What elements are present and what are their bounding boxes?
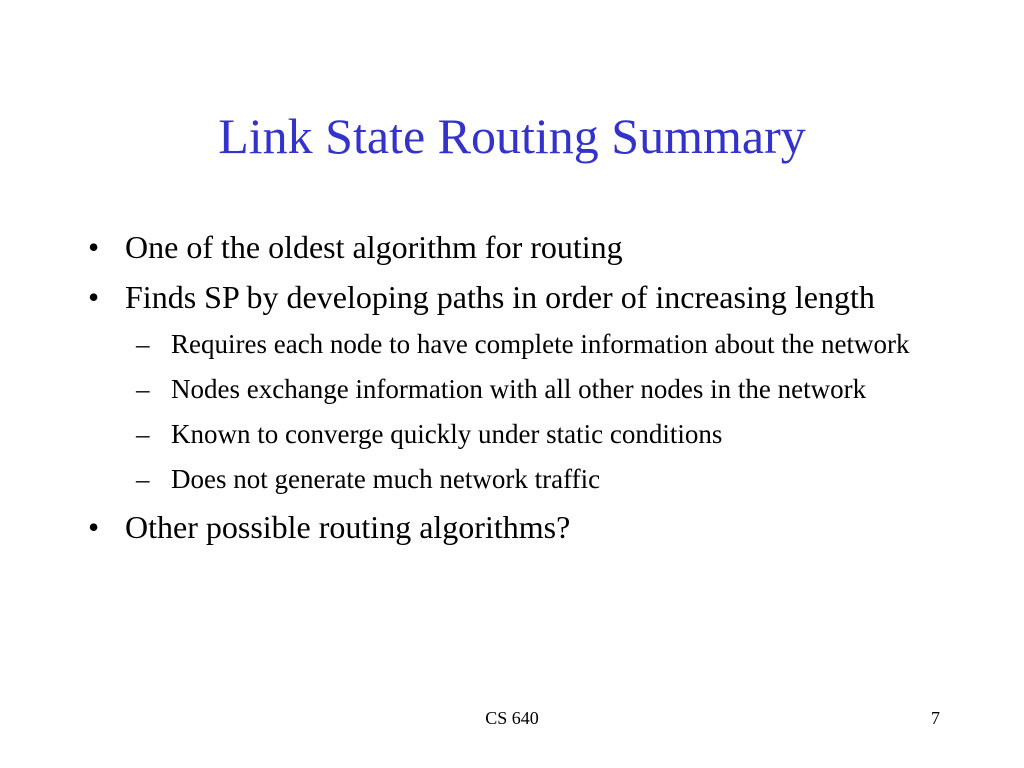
bullet-text: One of the oldest algorithm for routing (125, 229, 623, 265)
bullet-item (82, 226, 962, 268)
slide-title: Link State Routing Summary (218, 108, 806, 164)
sub-bullet-text: Nodes exchange information with all other nodes in the network (171, 374, 867, 404)
dash-marker: – (136, 419, 150, 449)
sub-bullet-item (82, 461, 962, 497)
bullet-item (82, 276, 962, 318)
sub-bullet-text: Known to converge quickly under static conditions (171, 419, 723, 449)
bullet-text: Finds SP by developing paths in order of increasing length (125, 279, 875, 315)
dash-marker: – (136, 329, 150, 359)
sub-bullet-item (82, 371, 962, 407)
dash-marker: – (136, 374, 150, 404)
bullet-marker: • (88, 229, 100, 265)
sub-bullet-item (82, 416, 962, 452)
dash-marker: – (136, 464, 150, 494)
bullet-text: Other possible routing algorithms? (125, 509, 571, 545)
sub-bullet-text: Requires each node to have complete information about the network (171, 329, 910, 359)
bullet-marker: • (88, 509, 100, 545)
sub-bullet-item (82, 326, 962, 362)
footer-course: CS 640 (485, 708, 539, 728)
bullet-marker: • (88, 279, 100, 315)
slide-body (82, 226, 962, 556)
sub-bullet-list (82, 326, 962, 497)
footer-page-number: 7 (931, 708, 940, 728)
bullet-item (82, 506, 962, 548)
sub-bullet-text: Does not generate much network traffic (171, 464, 601, 494)
